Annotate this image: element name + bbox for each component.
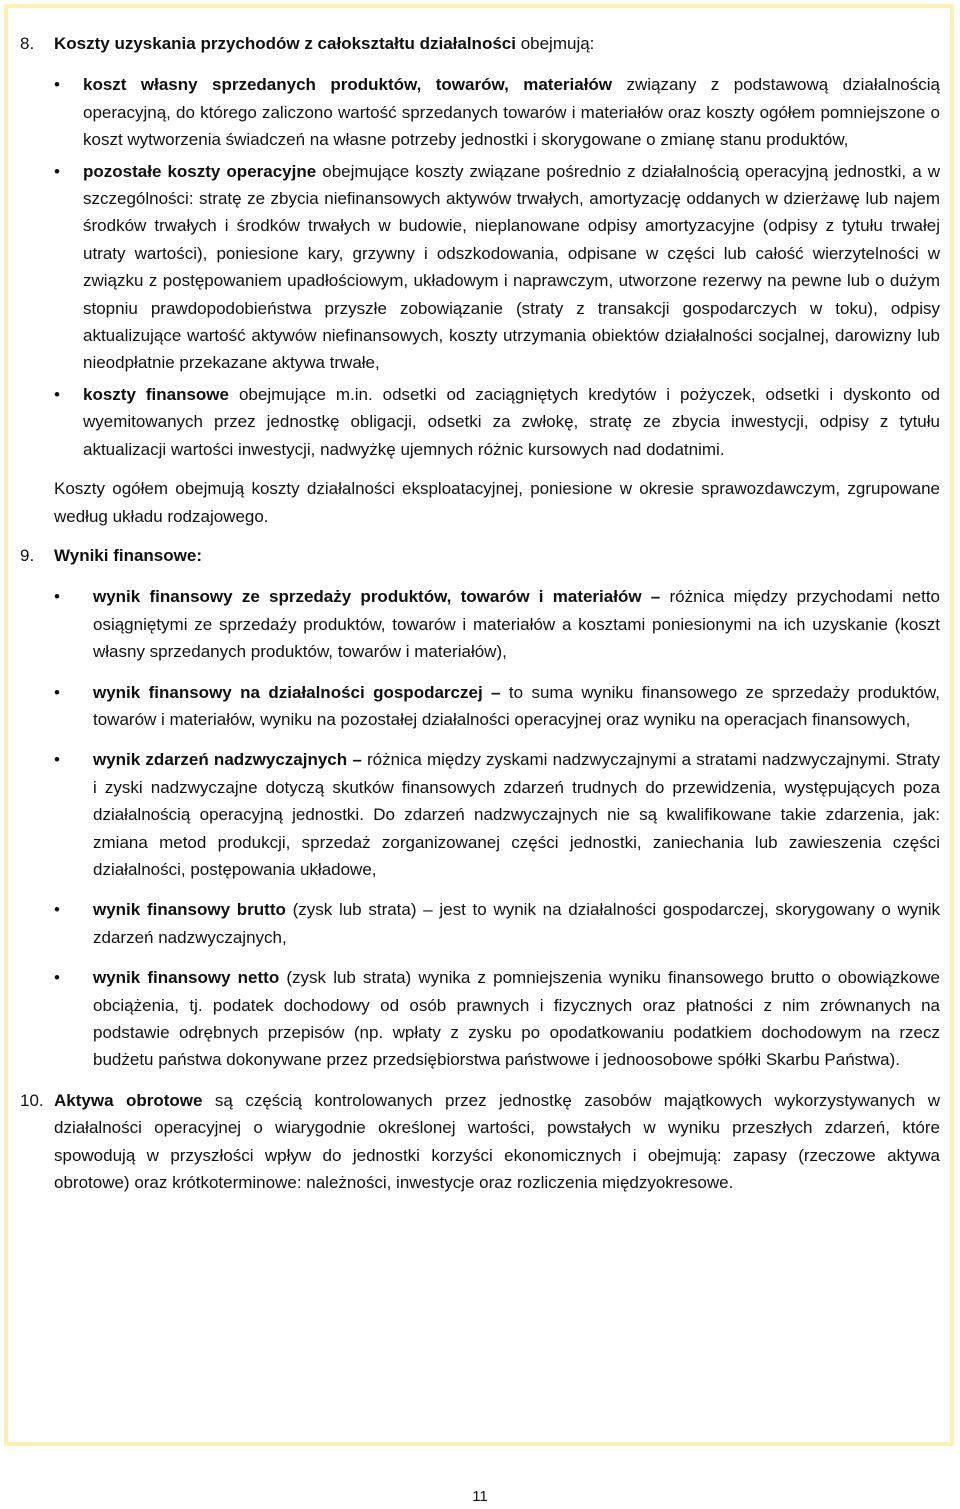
item-term: koszt własny sprzedanych produktów, towarów, materiałów — [83, 75, 613, 95]
item-text: związany z podstawową działalnością operacyjną, do którego zaliczono wartość sprzedanych towarów i materiałów oraz koszty ogółem pomniejszone o koszt wytworzenia świadczeń na własne potrzeby jednostki i skorygowane o zmianę stanu produktów, — [83, 75, 940, 150]
cost-list — [54, 71, 940, 463]
item-dash: – — [347, 750, 367, 770]
section-term: Aktywa obrotowe — [54, 1090, 203, 1110]
section-heading — [54, 30, 940, 57]
item-term: wynik finansowy brutto — [93, 900, 286, 920]
item-text: to suma wyniku finansowego ze sprzedaży produktów, towarów i materiałów, wyniku na pozostałej działalności operacyjnej oraz wyniku na operacjach finansowych, — [93, 682, 940, 729]
list-item — [20, 964, 940, 1074]
item-term: pozostałe koszty operacyjne — [83, 161, 317, 181]
list-item — [20, 746, 940, 883]
page-number: 11 — [472, 1488, 488, 1505]
list-item — [20, 71, 940, 153]
item-text: obejmujące koszty związane pośrednio z działalnością operacyjną jednostki, a w szczególności: stratę ze zbycia niefinansowych aktywów trwałych, amortyzację oddanych w dzierżawę lub najem środków trwałych i środków trwałych w budowie, nieplanowane odpisy amortyzacyjne (odpisy z tytułu trwałej utraty wartości), poniesione kary, grzywny i odszkodowania, odpisane w części lub całość wierzytelności w związku z postępowaniem upadłościowym, układowym i naprawczym, utworzone rezerwy na pewne lub o dużym stopniu prawdopodobieństwa przyszłe zobowiązanie (straty z transakcji gospodarczych w toku), odpisy aktualizujące wartość aktywów niefinansowych, koszty utrzymania obiektów działalności socjalnej, darowizny lub nieodpłatnie przekazane aktywa trwałe, — [83, 161, 940, 373]
item-term: wynik zdarzeń nadzwyczajnych — [93, 750, 348, 770]
section-number: 8. — [20, 34, 35, 53]
list-item — [20, 896, 940, 951]
item-text: różnica między zyskami nadzwyczajnymi a stratami nadzwyczajnymi. Straty i zyski nadzwyczajne dotyczą skutków finansowych zdarzeń trudnych do przewidzenia, występujących poza działalnością operacyjną jednostki. Do zdarzeń nadzwyczajnych nie są kwalifikowane takie zdarzenia, jak: zmiana metod produkcji, sprzedaż zorganizowanej części jednostki, zaniechania lub zawieszenia części działalności, postępowania układowe, — [93, 750, 940, 879]
results-list — [54, 583, 940, 1074]
item-dash: – — [641, 587, 670, 607]
section-text: są częścią kontrolowanych przez jednostkę zasobów majątkowych wykorzystywanych w działalności operacyjnej o wiarygodnie określonej wartości, powstałych w wyniku przeszłych zdarzeń, które spowodują w przyszłości wpływ do jednostki korzyści ekonomicznych i obejmują: zapasy (rzeczowe aktywa obrotowe) oraz krótkoterminowe: należności, inwestycje oraz rozliczenia międzyokresowe. — [54, 1090, 940, 1193]
item-dash: – — [482, 682, 509, 702]
item-text: (zysk lub strata) wynika z pomniejszenia wyniku finansowego brutto o obowiązkowe obciążenia, tj. podatek dochodowy od osób prawnych i fizycznych oraz płatności z nim zrównanych na podstawie odrębnych przepisów (np. wpłaty z zysku po opodatkowaniu podatkiem dochodowym na rzecz budżetu państwa dokonywane przez przedsiębiorstwa państwowe i jednoosobowe spółki Skarbu Państwa). — [93, 968, 940, 1070]
section-8 — [20, 30, 940, 530]
section-title: Wyniki finansowe: — [54, 545, 202, 565]
list-item — [20, 381, 940, 463]
list-item — [20, 158, 940, 377]
section-number: 10. — [20, 1090, 44, 1110]
list-item — [20, 583, 940, 665]
item-text: obejmujące m.in. odsetki od zaciągniętych kredytów i pożyczek, odsetki i dyskonto od wyemitowanych przez jednostkę obligacji, odsetki za zwłokę, stratę ze zbycia inwestycji, odpisy z tytułu aktualizacji wartości inwestycji, nadwyżkę ujemnych różnic kursowych nad dodatnimi. — [83, 384, 940, 459]
item-term: koszty finansowe — [83, 384, 229, 404]
section-number: 9. — [20, 545, 35, 565]
section-paragraph — [54, 1087, 940, 1197]
item-text: (zysk lub strata) – jest to wynik na działalności gospodarczej, skorygowany o wynik zdarzeń nadzwyczajnych, — [93, 900, 940, 947]
section-title-rest: obejmują: — [515, 34, 595, 53]
section-closing-paragraph: Koszty ogółem obejmują koszty działalności eksploatacyjnej, poniesione w okresie sprawozdawczym, zgrupowane według układu rodzajowego. — [54, 479, 940, 526]
item-term: wynik finansowy ze sprzedaży produktów, towarów i materiałów — [93, 587, 642, 607]
section-title: Koszty uzyskania przychodów z całokształtu działalności — [54, 34, 516, 53]
list-item — [20, 679, 940, 734]
document-body — [20, 30, 940, 1196]
item-term: wynik finansowy na działalności gospodarczej — [93, 682, 483, 702]
item-text: różnica między przychodami netto osiągniętymi ze sprzedaży produktów, towarów i materiałów a kosztami poniesionymi na ich uzyskanie (koszt własny sprzedanych produktów, towarów i materiałów), — [93, 587, 940, 662]
section-10 — [20, 1087, 940, 1197]
item-term: wynik finansowy netto — [93, 968, 280, 988]
section-9 — [20, 542, 940, 1074]
